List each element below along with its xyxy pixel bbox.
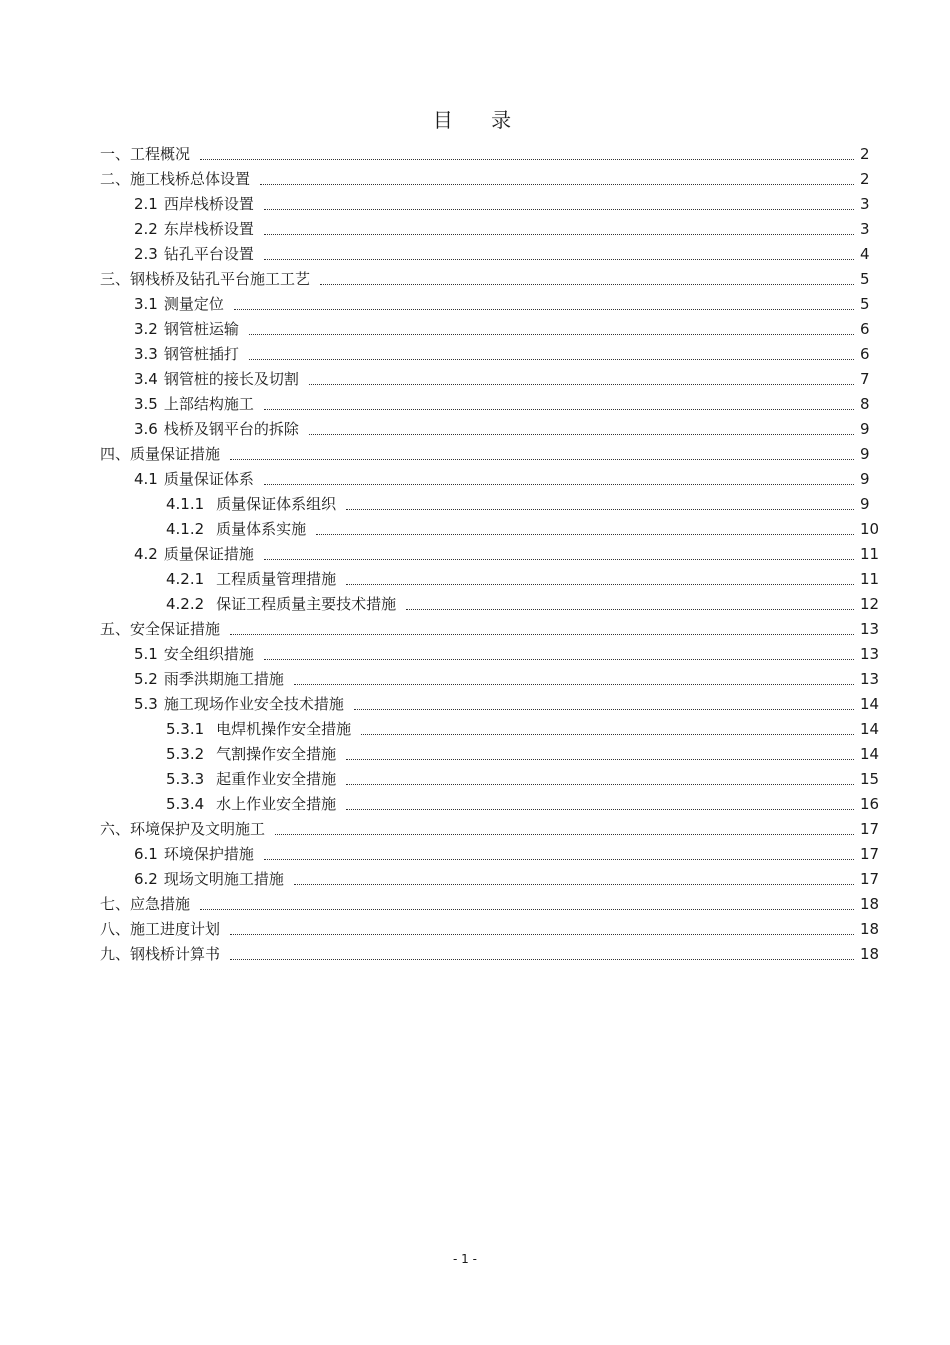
toc-entry-page: 3: [860, 220, 870, 238]
toc-entry-number: 5.3.2: [166, 745, 205, 763]
toc-entry-page: 17: [860, 845, 880, 863]
toc-leader-dots: [260, 170, 854, 185]
toc-entry[interactable]: [0, 242, 950, 267]
toc-entry-page: 7: [860, 370, 870, 388]
toc-entry[interactable]: [0, 217, 950, 242]
toc-leader-dots: [320, 270, 854, 285]
toc-leader-dots: [264, 470, 854, 485]
toc-entry-title: 气割操作安全措施: [216, 745, 337, 763]
toc-entry[interactable]: [0, 517, 950, 542]
toc-entry-title: 钢管桩运输: [163, 320, 239, 338]
toc-entry[interactable]: [0, 542, 950, 567]
toc-entry[interactable]: [0, 942, 950, 967]
toc-leader-dots: [346, 570, 854, 585]
toc-entry[interactable]: [0, 442, 950, 467]
toc-leader-dots: [264, 845, 854, 860]
toc-entry-page: 13: [860, 620, 880, 638]
toc-entry-number: 二、: [100, 170, 131, 188]
toc-entry-page: 13: [860, 670, 880, 688]
toc-entry-page: 18: [860, 920, 880, 938]
toc-entry[interactable]: [0, 767, 950, 792]
toc-entry-page: 6: [860, 320, 870, 338]
toc-entry[interactable]: [0, 492, 950, 517]
toc-entry-number: 3.6: [134, 420, 158, 438]
toc-leader-dots: [309, 420, 854, 435]
toc-entry-page: 16: [860, 795, 880, 813]
toc-entry-title: 应急措施: [130, 895, 191, 913]
toc-entry-page: 9: [860, 470, 870, 488]
toc-leader-dots: [264, 220, 854, 235]
toc-entry-page: 17: [860, 820, 880, 838]
toc-entry-number: 5.2: [134, 670, 158, 688]
toc-entry-title: 钢栈桥及钻孔平台施工工艺: [130, 270, 311, 288]
toc-entry-title: 施工栈桥总体设置: [130, 170, 251, 188]
toc-entry-page: 13: [860, 645, 880, 663]
toc-entry[interactable]: [0, 842, 950, 867]
toc-leader-dots: [316, 520, 854, 535]
toc-leader-dots: [264, 195, 854, 210]
toc-leader-dots: [264, 395, 854, 410]
toc-entry-page: 15: [860, 770, 880, 788]
toc-leader-dots: [354, 695, 854, 710]
toc-entry-title: 环境保护及文明施工: [130, 820, 266, 838]
toc-entry-number: 2.3: [134, 245, 158, 263]
toc-entry[interactable]: [0, 867, 950, 892]
toc-entry-number: 5.3.4: [166, 795, 205, 813]
toc-entry-number: 2.2: [134, 220, 158, 238]
toc-leader-dots: [264, 245, 854, 260]
toc-entry-page: 18: [860, 895, 880, 913]
toc-entry-page: 2: [860, 170, 870, 188]
toc-entry[interactable]: [0, 142, 950, 167]
toc-entry-title: 质量保证体系: [163, 470, 254, 488]
toc-entry[interactable]: [0, 692, 950, 717]
toc-entry-number: 2.1: [134, 195, 158, 213]
toc-entry-page: 9: [860, 495, 870, 513]
toc-leader-dots: [230, 620, 854, 635]
toc-leader-dots: [230, 920, 854, 935]
toc-entry[interactable]: [0, 567, 950, 592]
toc-entry-title: 质量保证措施: [163, 545, 254, 563]
toc-leader-dots: [294, 670, 854, 685]
toc-leader-dots: [361, 720, 854, 735]
toc-entry-page: 5: [860, 270, 870, 288]
toc-entry-title: 钻孔平台设置: [163, 245, 254, 263]
toc-entry[interactable]: [0, 592, 950, 617]
toc-entry-title: 东岸栈桥设置: [163, 220, 254, 238]
toc-entry-title: 上部结构施工: [163, 395, 254, 413]
toc-entry-title: 雨季洪期施工措施: [163, 670, 284, 688]
toc-entry-page: 17: [860, 870, 880, 888]
toc-leader-dots: [406, 595, 854, 610]
toc-entry[interactable]: [0, 667, 950, 692]
toc-entry-title: 施工现场作业安全技术措施: [163, 695, 344, 713]
toc-entry-number: 4.2.2: [166, 595, 205, 613]
toc-entry-number: 6.2: [134, 870, 158, 888]
toc-entry-page: 14: [860, 695, 880, 713]
toc-entry-page: 4: [860, 245, 870, 263]
toc-entry-title: 现场文明施工措施: [163, 870, 284, 888]
toc-entry-number: 5.3.3: [166, 770, 205, 788]
toc-entry-title: 电焊机操作安全措施: [216, 720, 352, 738]
toc-entry-title: 质量保证体系组织: [216, 495, 337, 513]
toc-leader-dots: [264, 545, 854, 560]
toc-entry[interactable]: [0, 342, 950, 367]
toc-entry-number: 一、: [100, 145, 131, 163]
toc-entry-number: 八、: [100, 920, 131, 938]
toc-entry[interactable]: [0, 792, 950, 817]
toc-entry-number: 6.1: [134, 845, 158, 863]
toc-entry[interactable]: [0, 717, 950, 742]
toc-entry[interactable]: [0, 817, 950, 842]
toc-entry[interactable]: [0, 467, 950, 492]
toc-entry-page: 12: [860, 595, 880, 613]
toc-entry-page: 2: [860, 145, 870, 163]
toc-entry-number: 九、: [100, 945, 131, 963]
toc-leader-dots: [200, 145, 854, 160]
toc-entry-page: 3: [860, 195, 870, 213]
toc-leader-dots: [230, 945, 854, 960]
toc-entry-number: 3.5: [134, 395, 158, 413]
toc-entry-title: 水上作业安全措施: [216, 795, 337, 813]
toc-entry-title: 钢栈桥计算书: [130, 945, 221, 963]
toc-leader-dots: [200, 895, 854, 910]
toc-entry[interactable]: [0, 392, 950, 417]
toc-entry-number: 3.1: [134, 295, 158, 313]
toc-entry-number: 三、: [100, 270, 131, 288]
toc-entry-number: 五、: [100, 620, 131, 638]
toc-entry-number: 3.2: [134, 320, 158, 338]
toc-leader-dots: [346, 745, 854, 760]
toc-leader-dots: [249, 345, 854, 360]
toc-entry-page: 10: [860, 520, 880, 538]
toc-entry-page: 8: [860, 395, 870, 413]
page-title: 目 录: [432, 108, 528, 132]
toc-entry[interactable]: [0, 292, 950, 317]
toc-leader-dots: [346, 495, 854, 510]
toc-entry-title: 工程概况: [130, 145, 191, 163]
toc-entry-page: 14: [860, 745, 880, 763]
toc-entry[interactable]: [0, 417, 950, 442]
toc-entry[interactable]: [0, 367, 950, 392]
page-number-footer: - 1 -: [453, 1252, 477, 1266]
toc-entry-number: 4.1.1: [166, 495, 205, 513]
toc-entry-page: 5: [860, 295, 870, 313]
toc-entry-title: 钢管桩的接长及切割: [163, 370, 299, 388]
toc-entry-title: 质量体系实施: [216, 520, 307, 538]
toc-entry-number: 5.1: [134, 645, 158, 663]
toc-entry-title: 钢管桩插打: [163, 345, 239, 363]
toc-entry-title: 工程质量管理措施: [216, 570, 337, 588]
toc-leader-dots: [249, 320, 854, 335]
toc-entry[interactable]: [0, 742, 950, 767]
toc-entry-number: 5.3: [134, 695, 158, 713]
toc-entry-page: 9: [860, 420, 870, 438]
toc-entry[interactable]: [0, 267, 950, 292]
toc-leader-dots: [230, 445, 854, 460]
toc-entry-title: 环境保护措施: [163, 845, 254, 863]
toc-leader-dots: [346, 770, 854, 785]
toc-entry-number: 六、: [100, 820, 131, 838]
toc-entry-title: 安全组织措施: [163, 645, 254, 663]
toc-entry-page: 6: [860, 345, 870, 363]
toc-leader-dots: [234, 295, 854, 310]
toc-entry-number: 3.3: [134, 345, 158, 363]
toc-entry-page: 18: [860, 945, 880, 963]
toc-entry[interactable]: [0, 192, 950, 217]
toc-entry-page: 14: [860, 720, 880, 738]
toc-entry-title: 西岸栈桥设置: [163, 195, 254, 213]
toc-entry-number: 七、: [100, 895, 131, 913]
toc-leader-dots: [309, 370, 854, 385]
toc-entry-title: 栈桥及钢平台的拆除: [163, 420, 299, 438]
toc-leader-dots: [275, 820, 854, 835]
toc-entry-title: 施工进度计划: [130, 920, 221, 938]
toc-entry-title: 安全保证措施: [130, 620, 221, 638]
toc-leader-dots: [294, 870, 854, 885]
toc-entry-page: 11: [860, 570, 880, 588]
toc-entry-number: 4.2: [134, 545, 158, 563]
toc-entry-page: 9: [860, 445, 870, 463]
toc-entry[interactable]: [0, 917, 950, 942]
toc-entry[interactable]: [0, 167, 950, 192]
toc-entry-number: 4.2.1: [166, 570, 205, 588]
toc-entry-number: 4.1.2: [166, 520, 205, 538]
toc-entry[interactable]: [0, 317, 950, 342]
toc-entry-title: 起重作业安全措施: [216, 770, 337, 788]
toc-entry[interactable]: [0, 642, 950, 667]
toc-leader-dots: [264, 645, 854, 660]
toc-leader-dots: [346, 795, 854, 810]
toc-entry-number: 3.4: [134, 370, 158, 388]
toc-entry-title: 测量定位: [163, 295, 224, 313]
table-of-contents: [0, 142, 950, 967]
toc-entry-number: 四、: [100, 445, 131, 463]
toc-entry-title: 保证工程质量主要技术措施: [216, 595, 397, 613]
toc-entry[interactable]: [0, 617, 950, 642]
toc-entry[interactable]: [0, 892, 950, 917]
toc-entry-number: 4.1: [134, 470, 158, 488]
toc-entry-number: 5.3.1: [166, 720, 205, 738]
toc-entry-page: 11: [860, 545, 880, 563]
toc-entry-title: 质量保证措施: [130, 445, 221, 463]
